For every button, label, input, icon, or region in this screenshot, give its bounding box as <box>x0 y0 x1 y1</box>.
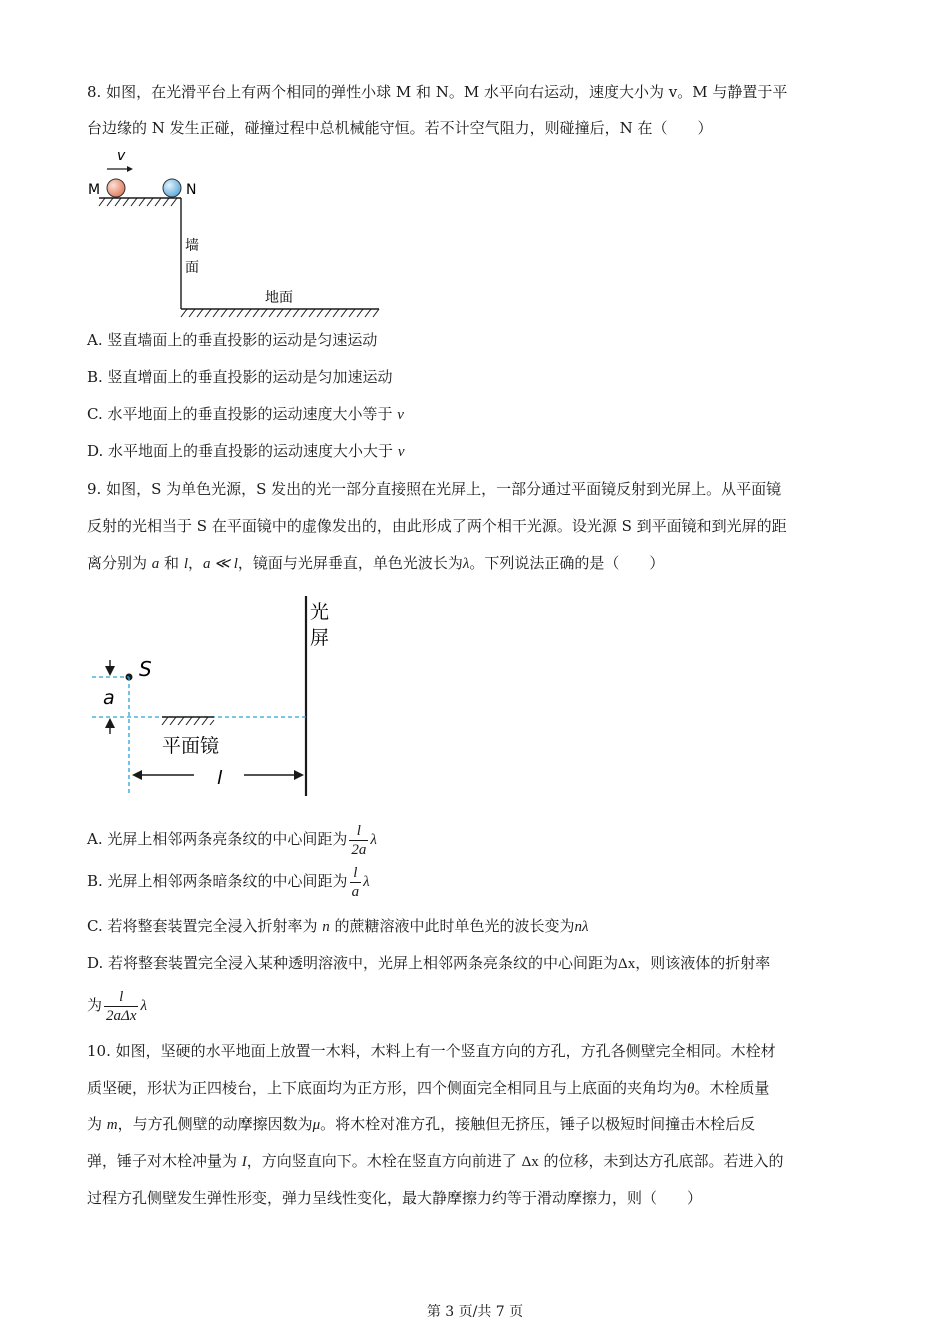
q9-var-a: a <box>151 556 160 572</box>
fraction-numerator: l <box>104 988 138 1007</box>
q9-option-d-wei: 为 <box>87 996 103 1014</box>
q10-line-2 <box>87 1078 769 1099</box>
ball-n <box>163 179 181 197</box>
lambda: λ <box>140 998 147 1014</box>
fraction-l-over-2a <box>349 822 368 859</box>
q9-option-a <box>87 819 377 860</box>
q8-option-a: A. 竖直墙面上的垂直投影的运动是匀速运动 <box>87 331 378 349</box>
var-theta: θ <box>687 1081 695 1097</box>
q10-text: ，与方孔侧壁的动摩擦因数为 <box>117 1115 313 1133</box>
q8-option-d <box>87 441 404 462</box>
q10-text: 的位移，未到达方孔底部。若进入的 <box>538 1152 784 1170</box>
delta-x: Δx <box>618 956 636 972</box>
wall-label-1: 墙 <box>185 238 199 254</box>
lambda: λ <box>363 874 370 890</box>
distance-l-label: l <box>217 767 223 789</box>
fraction-numerator: l <box>350 864 362 883</box>
q10-line-1: 10. 如图，坚硬的水平地面上放置一木料，木料上有一个竖直方向的方孔，方孔各侧壁完全相同。木栓材 <box>87 1042 776 1060</box>
q9-var-l: l <box>183 556 188 572</box>
mirror-hatch <box>162 717 214 725</box>
screen-label-1: 光 <box>310 601 330 623</box>
fraction-denominator: a <box>351 883 360 900</box>
velocity-label: v <box>117 148 126 164</box>
q8-stem-line-2: 台边缘的 N 发生正碰，碰撞过程中总机械能守恒。若不计空气阻力，则碰撞后，N 在（ ） <box>87 119 713 137</box>
var-mu: μ <box>312 1117 321 1133</box>
q8-option-c-var: v <box>397 407 404 423</box>
q10-line-5: 过程方孔侧壁发生弹性形变，弹力呈线性变化，最大静摩擦力约等于滑动摩擦力，则（ ） <box>87 1189 703 1207</box>
wall-label-2: 面 <box>185 260 199 276</box>
q9-stem-line-1: 9. 如图，S 为单色光源，S 发出的光一部分直接照在光屏上，一部分通过平面镜反射到光屏上。从平面镜 <box>87 480 782 498</box>
fraction-denominator: 2a <box>351 841 367 858</box>
q9-condition: a ≪ l <box>203 556 238 572</box>
q8-stem-line-1: 8. 如图，在光滑平台上有两个相同的弹性小球 M 和 N。M 水平向右运动，速度大小为 v。M 与静置于平 <box>87 83 788 101</box>
q9-lambda: λ <box>462 556 470 572</box>
q9-option-c-text: C. 若将整套装置完全浸入折射率为 <box>87 917 323 935</box>
q8-option-b: B. 竖直增面上的垂直投影的运动是匀加速运动 <box>87 368 393 386</box>
q9-text: 。下列说法正确的是（ ） <box>469 554 665 572</box>
platform-hatch <box>99 198 177 206</box>
q9-text: 离分别为 <box>87 554 152 572</box>
source-label: S <box>139 657 152 681</box>
lambda: λ <box>370 832 377 848</box>
q8-option-d-var: v <box>397 444 405 460</box>
var-i: I <box>241 1154 247 1170</box>
n-lambda: nλ <box>574 919 589 935</box>
fraction-l-over-2a-dx <box>104 988 138 1025</box>
q9-option-d-line-2 <box>87 985 147 1026</box>
q9-option-b <box>87 861 370 902</box>
ball-m-label: M <box>88 182 101 198</box>
q10-text: 弹，锤子对木栓冲量为 <box>87 1152 242 1170</box>
ball-n-label: N <box>186 182 197 198</box>
q9-option-b-text: B. 光屏上相邻两条暗条纹的中心间距为 <box>87 872 348 890</box>
q9-stem-line-2: 反射的光相当于 S 在平面镜中的虚像发出的，由此形成了两个相干光源。设光源 S 到平面镜和到光屏的距 <box>87 517 787 535</box>
q8-option-c-text: C. 水平地面上的垂直投影的运动速度大小等于 <box>87 405 398 423</box>
q10-text: 质坚硬，形状为正四棱台，上下底面均为正方形，四个侧面完全相同且与上底面的夹角均为 <box>87 1079 688 1097</box>
fraction-l-over-a <box>350 864 362 901</box>
q10-text: ，方向竖直向下。木栓在竖直方向前进了 <box>246 1152 522 1170</box>
page-footer: 第 3 页/共 7 页 <box>426 1304 524 1320</box>
q10-text: 。木栓质量 <box>694 1079 770 1097</box>
ball-m <box>107 179 125 197</box>
q8-option-d-text: D. 水平地面上的垂直投影的运动速度大小大于 <box>87 442 398 460</box>
q8-figure <box>85 145 385 320</box>
q9-option-d <box>87 953 770 974</box>
q10-text: 。将木栓对准方孔，接触但无挤压，锤子以极短时间撞击木栓后反 <box>320 1115 756 1133</box>
q10-text: 为 <box>87 1115 107 1133</box>
q9-figure <box>90 594 350 804</box>
delta-x: Δx <box>521 1154 539 1170</box>
mirror-label: 平面镜 <box>162 735 220 757</box>
var-m: m <box>106 1117 118 1133</box>
q9-text: ， <box>188 554 204 572</box>
q9-option-c-mid: 的蔗糖溶液中此时单色光的波长变为 <box>329 917 575 935</box>
q10-line-3 <box>87 1114 755 1135</box>
screen-label-2: 屏 <box>310 627 330 649</box>
q10-line-4 <box>87 1151 784 1172</box>
distance-a-label: a <box>103 687 115 709</box>
ground-hatch <box>181 309 379 317</box>
fraction-denominator: 2aΔx <box>106 1007 137 1024</box>
var-n: n <box>322 919 330 935</box>
q9-option-d-text: D. 若将整套装置完全浸入某种透明溶液中，光屏上相邻两条亮条纹的中心间距为 <box>87 954 619 972</box>
q9-stem-line-3 <box>87 553 664 574</box>
q9-option-a-text: A. 光屏上相邻两条亮条纹的中心间距为 <box>87 830 348 848</box>
q9-text: ，镜面与光屏垂直，单色光波长为 <box>237 554 463 572</box>
q9-text: 和 <box>159 554 184 572</box>
q8-option-c <box>87 404 404 425</box>
q9-option-c <box>87 916 589 937</box>
ground-label: 地面 <box>265 290 293 306</box>
fraction-numerator: l <box>349 822 368 841</box>
q9-option-d-tail: ，则该液体的折射率 <box>635 954 771 972</box>
